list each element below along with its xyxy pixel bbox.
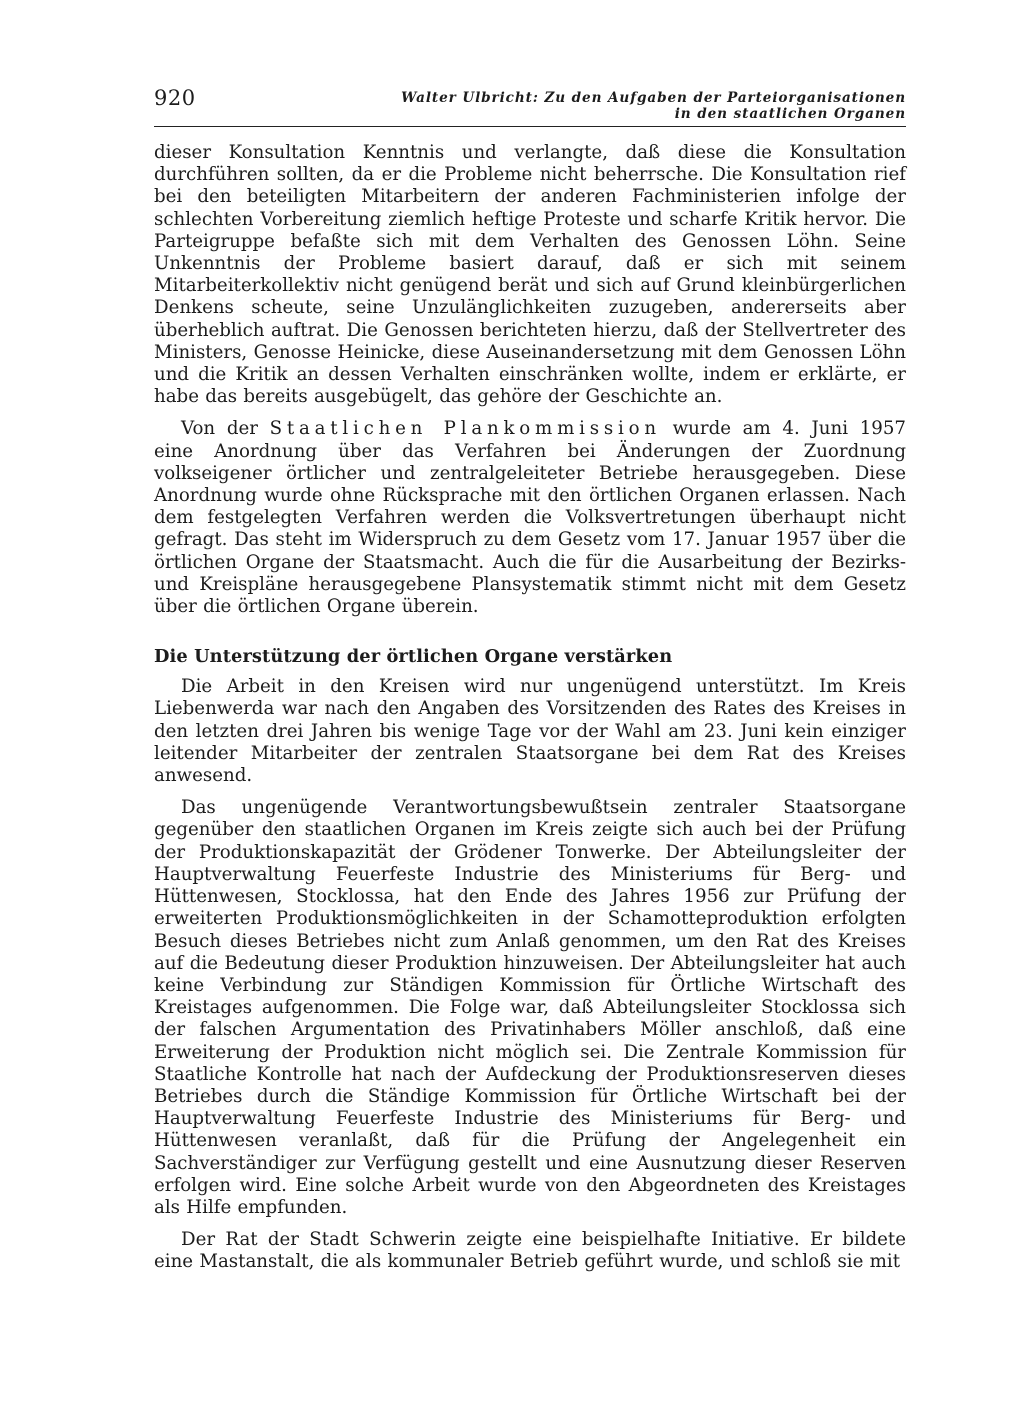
body-text bbox=[154, 142, 906, 1274]
paragraph-continuation: dieser Konsultation Kenntnis und verlangte, daß diese die Konsultation durchführen sollten, da er die Probleme nicht beherrsche. Die Konsultation rief bei den beteiligten Mitarbeitern der anderen Fachministerien infolge der schlechten Vorbereitung ziemlich heftige Proteste und scharfe Kritik hervor. Die Parteigruppe befaßte sich mit dem Verhalten des Genossen Löhn. Seine Unkenntnis der Probleme basiert darauf, daß er sich mit seinem Mitarbeiterkollektiv nicht genügend berät und sich auf Grund kleinbürgerlichen Denkens scheute, seine Unzulänglichkeiten zuzugeben, andererseits aber überheblich auftrat. Die Genossen berichteten hierzu, daß der Stellvertreter des Ministers, Genosse Heinicke, diese Auseinandersetzung mit dem Genossen Löhn und die Kritik an dessen Verhalten einschränken wollte, indem er erklärte, er habe das bereits ausgebügelt, das gehöre der Geschichte an. bbox=[154, 142, 906, 408]
paragraph-kreise: Die Arbeit in den Kreisen wird nur ungenügend unterstützt. Im Kreis Liebenwerda war nach den Angaben des Vorsitzenden des Rates des Kreises in den letzten drei Jahren bis wenige Tage vor der Wahl am 23. Juni kein einziger leitender Mitarbeiter der zentralen Staatsorgane bei dem Rat des Kreises anwesend. bbox=[154, 676, 906, 787]
running-head bbox=[386, 90, 906, 122]
header-rule bbox=[154, 126, 906, 127]
spaced-emphasis: Staatlichen Plankommission bbox=[269, 418, 661, 440]
running-head-line-2: in den staatlichen Organen bbox=[674, 106, 906, 122]
section-heading: Die Unterstützung der örtlichen Organe verstärken bbox=[154, 646, 673, 668]
paragraph-toenwerke: Das ungenügende Verantwortungsbewußtsein zentraler Staatsorgane gegenüber den staatlichen Organen im Kreis zeigte sich auch bei der Prüfung der Produktionskapazität der Grödener Tonwerke. Der Abteilungsleiter der Hauptverwaltung Feuerfeste Industrie des Ministeriums für Berg- und Hüttenwesen, Stocklossa, hat den Ende des Jahres 1956 zur Prüfung der erweiterten Produktionsmöglichkeiten in der Schamotteproduktion erfolgten Besuch dieses Betriebes nicht zum Anlaß genommen, um den Rat des Kreises auf die Bedeutung dieser Produktion hinzuweisen. Der Abteilungsleiter hat auch keine Verbindung zur Ständigen Kommission für Örtliche Wirtschaft des Kreistages aufgenommen. Die Folge war, daß Abteilungsleiter Stocklossa sich der falschen Argumentation des Privatinhabers Möller anschloß, daß eine Erweiterung der Produktion nicht möglich sei. Die Zentrale Kommission für Staatliche Kontrolle hat nach der Aufdeckung der Produktionsreserven dieses Betriebes durch die Ständige Kommission für Örtliche Wirtschaft bei der Hauptverwaltung Feuerfeste Industrie des Ministeriums für Berg- und Hüttenwesen veranlaßt, daß für die Prüfung der Angelegenheit ein Sachverständiger zur Verfügung gestellt und eine Ausnutzung dieser Reserven erfolgen wird. Eine solche Arbeit wurde von den Abgeordneten des Kreistages als Hilfe empfunden. bbox=[154, 797, 906, 1218]
paragraph-body: wurde am 4. Juni 1957 eine Anordnung über das Verfahren bei Änderungen der Zuordnung volkseigener örtlicher und zentralgeleiteter Betriebe herausgegeben. Diese Anordnung wurde ohne Rücksprache mit den örtlichen Organen erlassen. Nach dem festgelegten Verfahren werden die Volksvertretungen überhaupt nicht gefragt. Das steht im Widerspruch zu dem Gesetz vom 17. Januar 1957 über die örtlichen Organe der Staatsmacht. Auch die für die Ausarbeitung der Bezirks- und Kreispläne herausgegebene Plansystematik stimmt nicht mit dem Gesetz über die örtlichen Organe überein. bbox=[154, 418, 906, 618]
page-header bbox=[154, 84, 906, 126]
running-head-line-1: Walter Ulbricht: Zu den Aufgaben der Parteiorganisationen bbox=[401, 90, 906, 106]
paragraph-plankommission bbox=[154, 418, 906, 618]
paragraph-lead: Von der bbox=[181, 418, 270, 440]
paragraph-schwerin: Der Rat der Stadt Schwerin zeigte eine beispielhafte Initiative. Er bildete eine Mastanstalt, die als kommunaler Betrieb geführt wurde, und schloß sie mit bbox=[154, 1229, 906, 1273]
page-number: 920 bbox=[154, 86, 196, 110]
